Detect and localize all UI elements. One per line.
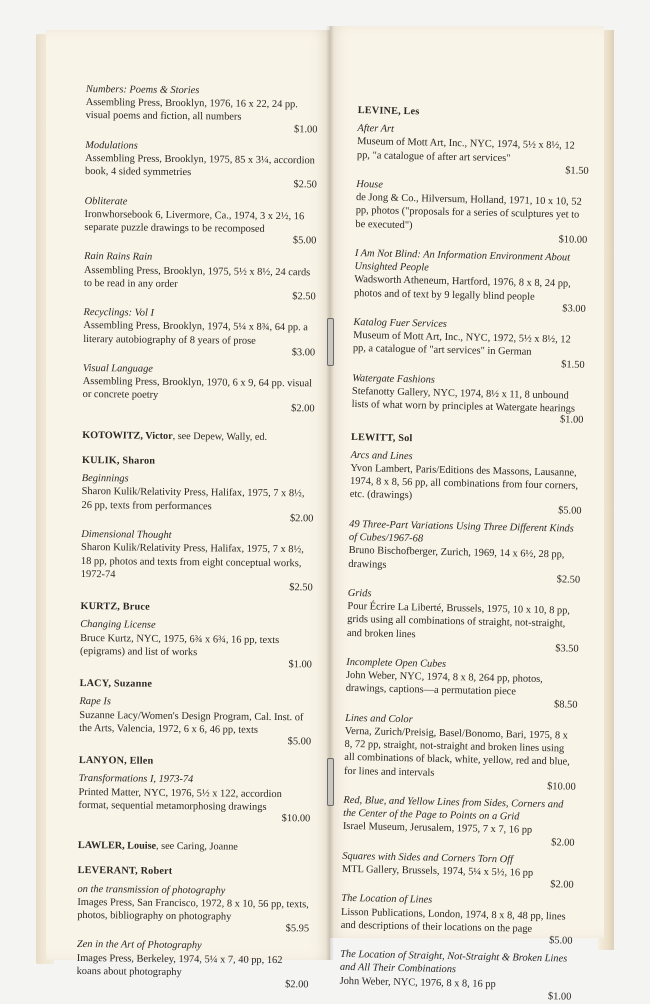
entry-price: $1.00	[559, 414, 584, 427]
entry-description: Yvon Lambert, Paris/Editions des Massons, Lausanne, 1974, 8 x 8, 56 pp, all combinations from four corners, etc. (drawings)	[349, 462, 579, 502]
left-page	[46, 30, 330, 991]
catalog-entry	[351, 372, 584, 428]
author-section-lanyon	[78, 754, 311, 825]
entry-price: $5.00	[292, 235, 317, 247]
entry-title: Obliterate	[84, 195, 128, 208]
entry-title: Arcs and Lines	[350, 449, 413, 463]
staple-top	[327, 318, 334, 366]
entry-price: $1.50	[561, 358, 585, 371]
catalog-entry	[82, 362, 315, 415]
entry-title: Recyclings: Vol I	[83, 307, 155, 319]
catalog-entry	[354, 247, 587, 316]
entry-description: Stefanotty Gallery, NYC, 1974, 8½ x 11, 8 unbound lists of what worn by principles at Watergate hearings	[351, 386, 576, 415]
entry-description: Sharon Kulik/Relativity Press, Halifax, 1975, 7 x 8½, 26 pp, texts from performances	[81, 486, 305, 513]
entry-title: Numbers: Poems & Stories	[85, 83, 200, 97]
entry-title: Changing License	[80, 619, 156, 632]
entry-title: Grids	[347, 587, 372, 600]
entry-price: $5.00	[549, 935, 573, 947]
see-reference: , see Depew, Wally, ed.	[172, 430, 268, 443]
entry-description: Suzanne Lacy/Women's Design Program, Cal. Inst. of the Arts, Valencia, 1972, 6 x 6, 46 pp, texts	[79, 709, 304, 736]
entry-title: on the transmission of photography	[77, 883, 226, 897]
entry-price: $3.50	[555, 642, 579, 655]
entry-price: $2.00	[291, 402, 315, 415]
entry-price: $2.00	[550, 879, 574, 891]
entry-title: Transformations I, 1973-74	[78, 773, 194, 786]
catalog-entry	[85, 139, 318, 192]
catalog-entry	[348, 518, 581, 587]
entry-price: $2.00	[285, 979, 309, 991]
catalog-entry	[349, 449, 582, 518]
entry-price: $2.00	[551, 836, 575, 849]
entry-description: John Weber, NYC, 1976, 8 x 8, 16 pp	[339, 975, 496, 990]
author-name: LAWLER, Louise	[77, 840, 157, 852]
entry-price: $8.50	[553, 698, 578, 711]
entry-title: After Art	[357, 123, 395, 135]
author-name: LEVERANT, Robert	[77, 865, 173, 878]
entry-description: Assembling Press, Brooklyn, 1974, 5¼ x 8¾, 64 pp. a literary autobiography of 8 years of prose	[83, 320, 309, 347]
entry-title: Lines and Color	[345, 712, 413, 726]
catalog-entry	[79, 695, 312, 748]
entry-title: Rape Is	[79, 696, 111, 708]
entry-price: $2.00	[289, 513, 314, 525]
catalog-entry	[340, 892, 573, 948]
entry-price: $2.50	[293, 179, 317, 191]
entry-description: John Weber, NYC, 1974, 8 x 8, 264 pp, photos, drawings, captions—a permutation piece	[345, 670, 543, 698]
catalog-entry	[85, 83, 318, 136]
entry-description: Wadsworth Atheneum, Hartford, 1976, 8 x 8, 24 pp, photos and of text by 9 legally blind people	[353, 274, 571, 303]
entry-title: Visual Language	[82, 363, 153, 375]
catalog-entry	[83, 306, 316, 359]
entry-title: Rain Rains Rain	[84, 251, 153, 264]
author-name: LANYON, Ellen	[78, 755, 154, 767]
entry-price: $3.00	[562, 303, 586, 315]
entry-description: MTL Gallery, Brussels, 1974, 5¼ x 5½, 16 pp	[341, 863, 534, 879]
entry-description: Museum of Mott Art, Inc., NYC, 1974, 5½ x 8½, 12 pp, "a catalogue of after art services"	[356, 136, 575, 164]
entry-description: Assembling Press, Brooklyn, 1975, 5½ x 8½, 24 cards to be read in any order	[83, 264, 311, 290]
entry-description: Assembling Press, Brooklyn, 1976, 16 x 22, 24 pp. visual poems and fiction, all numbers	[85, 97, 298, 124]
catalog-entry	[84, 195, 317, 248]
entry-title: 49 Three-Part Variations Using Three Different Kinds of Cubes/1967-68	[348, 518, 574, 545]
entry-price: $5.95	[285, 923, 310, 935]
author-section-lacy	[79, 677, 312, 748]
catalog-entry	[77, 883, 310, 936]
author-name: LEVINE, Les	[357, 104, 420, 118]
entry-title: Watergate Fashions	[352, 372, 436, 386]
entry-description: Pour Écrire La Liberté, Brussels, 1975, 10 x 10, 8 pp, grids using all combinations of straight, not-straight, and broken lines	[346, 601, 571, 640]
entry-description: Verna, Zurich/Preisig, Basel/Bonomo, Bari, 1975, 8 x 8, 72 pp, straight, not-straight and broken lines using all combinations of black, white, yellow, red and blue, for lines and intervals	[343, 725, 570, 779]
catalog-entry	[357, 122, 590, 178]
entry-price: $10.00	[547, 780, 576, 793]
continued-entries	[82, 83, 317, 415]
entry-title: Red, Blue, and Yellow Lines from Sides, Corners and the Center of the Page to Points on a Grid	[343, 794, 564, 823]
catalog-entry	[345, 656, 578, 712]
entry-title: The Location of Lines	[341, 893, 433, 907]
entry-title: Katalog Fuer Services	[353, 317, 448, 330]
entry-title: Incomplete Open Cubes	[346, 656, 447, 670]
entry-price: $10.00	[281, 813, 311, 825]
entry-description: Sharon Kulik/Relativity Press, Halifax, 1975, 7 x 8½, 18 pp, photos and texts from eight conceptual works, 1972-74	[80, 542, 304, 581]
author-name: KULIK, Sharon	[81, 455, 156, 467]
right-page	[330, 26, 604, 1003]
cross-reference-kotowitz	[82, 429, 314, 445]
entry-title: Modulations	[85, 139, 138, 152]
author-name: LEWITT, Sol	[350, 431, 413, 444]
entry-description: Museum of Mott Art, Inc., NYC, 1972, 5½ x 8½, 12 pp, a catalogue of "art services" in German	[352, 330, 571, 359]
author-section-leverant	[76, 864, 309, 991]
entry-price: $1.00	[547, 990, 572, 1003]
entry-price: $2.50	[289, 582, 313, 594]
entry-description: Bruno Bischofberger, Zurich, 1969, 14 x 6½, 28 pp, drawings	[348, 545, 565, 571]
author-name: KOTOWITZ, Victor	[82, 429, 173, 442]
binding-spine	[326, 26, 334, 960]
catalog-entry	[347, 587, 580, 656]
entry-description: Images Press, San Francisco, 1972, 8 x 10, 56 pp, texts, photos, bibliography on photography	[77, 896, 309, 923]
catalog-entry	[342, 850, 575, 892]
author-section-kulik	[81, 454, 314, 594]
catalog-entry	[355, 178, 588, 247]
catalog-entry	[76, 938, 309, 991]
author-name: LACY, Suzanne	[79, 678, 153, 690]
entry-description: Israel Museum, Jerusalem, 1975, 7 x 7, 16 pp	[342, 821, 533, 837]
catalog-entry	[344, 712, 578, 794]
entry-title: House	[356, 178, 383, 191]
catalog-entry	[342, 794, 575, 850]
entry-description: Images Press, Berkeley, 1974, 5¼ x 7, 40 pp, 162 koans about photography	[76, 952, 283, 978]
entry-price: $1.00	[288, 659, 312, 671]
entry-price: $2.50	[292, 291, 316, 303]
see-reference: , see Caring, Joanne	[156, 840, 238, 853]
entry-title: The Location of Straight, Not-Straight & Broken Lines and All Their Combinations	[339, 949, 568, 976]
staple-bottom	[327, 758, 334, 806]
entry-description: Lisson Publications, London, 1974, 8 x 8, 48 pp, lines and descriptions of their locations on the page	[340, 906, 566, 935]
entry-price: $2.50	[556, 573, 581, 586]
author-section-lewitt	[339, 431, 583, 1004]
author-name: KURTZ, Bruce	[80, 601, 150, 613]
left-column	[76, 78, 318, 992]
catalog-entry	[81, 528, 314, 594]
entry-title: Zen in the Art of Photography	[76, 939, 202, 952]
entry-title: Squares with Sides and Corners Torn Off	[342, 850, 514, 866]
author-section-kurtz	[80, 600, 313, 671]
entry-price: $3.00	[291, 347, 316, 359]
catalog-entry	[78, 772, 311, 825]
entry-title: Dimensional Thought	[81, 529, 172, 542]
right-column	[339, 104, 590, 1004]
catalog-entry	[352, 316, 585, 372]
author-section-levine	[351, 104, 590, 427]
entry-title: Beginnings	[81, 473, 129, 485]
entry-price: $1.00	[294, 123, 318, 136]
entry-description: Bruce Kurtz, NYC, 1975, 6¾ x 6¾, 16 pp, texts (epigrams) and list of works	[79, 632, 280, 658]
entry-price: $1.50	[565, 165, 589, 177]
entry-description: Assembling Press, Brooklyn, 1975, 85 x 3¼, accordion book, 4 sided symmetries	[84, 153, 315, 179]
catalog-entry	[81, 472, 314, 525]
entry-description: Printed Matter, NYC, 1976, 5½ x 122, accordion format, sequential metamorphosing drawings	[78, 786, 282, 813]
catalog-entry	[84, 250, 317, 303]
entry-price: $5.00	[558, 504, 582, 517]
entry-description: Ironwhorsebook 6, Livermore, Ca., 1974, 3 x 2½, 16 separate puzzle drawings to be recomposed	[84, 208, 305, 235]
cross-reference-lawler	[78, 839, 310, 855]
catalog-entry	[80, 618, 313, 671]
entry-description: de Jong & Co., Hilversum, Holland, 1971, 10 x 10, 52 pp, photos ("proposals for a series of sculptures yet to be executed")	[355, 192, 582, 231]
entry-price: $10.00	[558, 234, 588, 246]
entry-title: I Am Not Blind: An Information Environment About Unsighted People	[354, 247, 571, 274]
entry-description: Assembling Press, Brooklyn, 1970, 6 x 9, 64 pp. visual or concrete poetry	[82, 376, 313, 402]
entry-price: $5.00	[287, 736, 312, 748]
catalog-entry	[339, 948, 572, 1004]
